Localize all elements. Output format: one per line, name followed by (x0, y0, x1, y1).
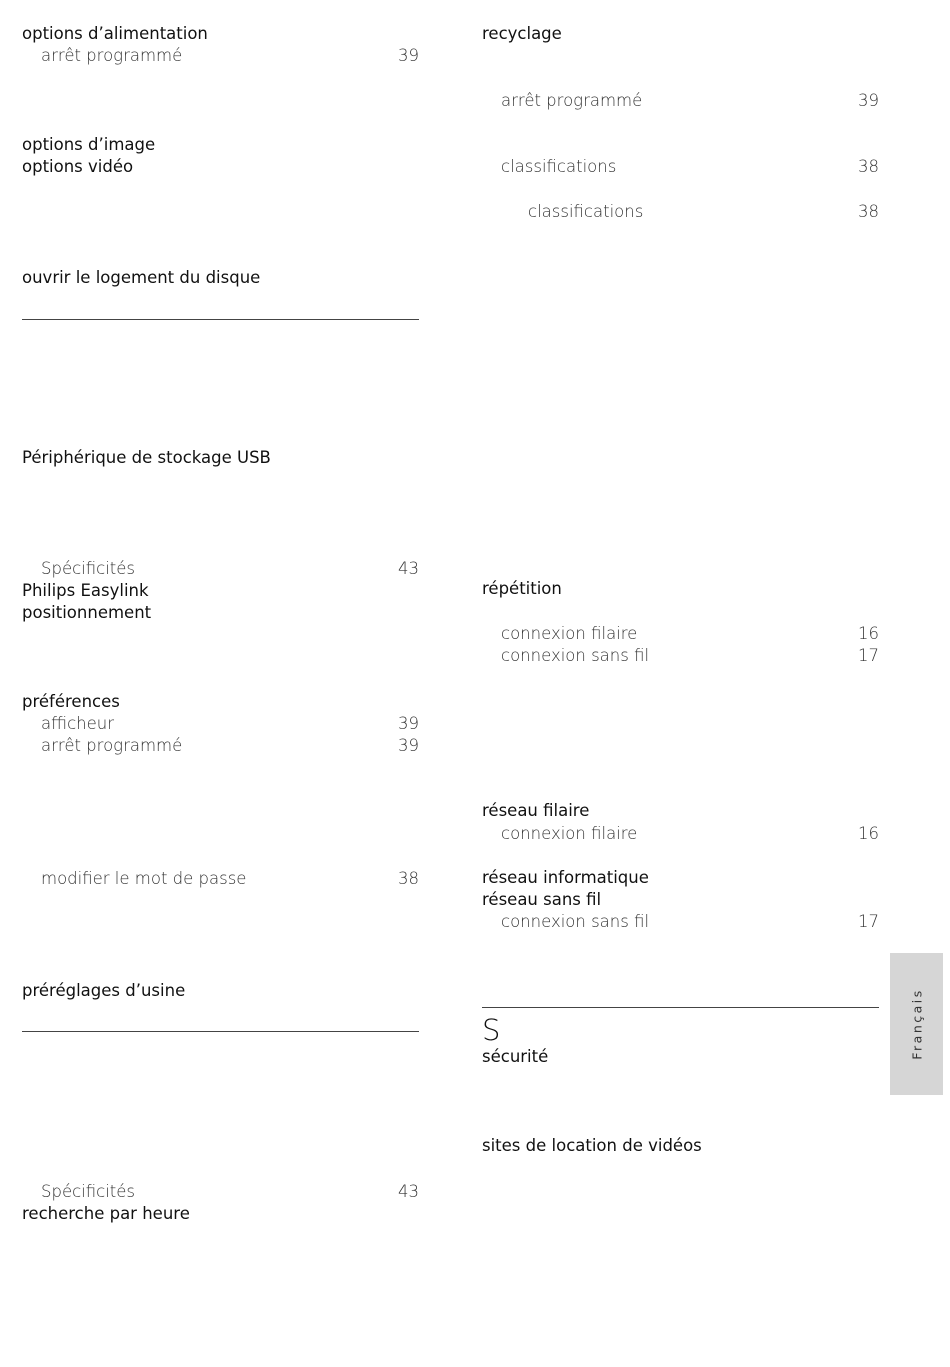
subentry-label: arrêt programmé (501, 91, 643, 110)
index-subentry (22, 45, 419, 67)
subentry-label: arrêt programmé (41, 736, 183, 755)
index-entry: répétition (482, 579, 562, 598)
subentry-label: connexion filaire (501, 624, 638, 643)
index-subentry (482, 156, 879, 178)
index-subentry (482, 823, 879, 845)
index-subentry (482, 645, 879, 667)
page-number: 39 (858, 91, 879, 110)
index-subentry (22, 868, 419, 890)
index-subentry (482, 90, 879, 112)
index-entry: réseau informatique (482, 868, 649, 887)
page-number: 17 (858, 912, 879, 931)
index-entry: réseau sans fil (482, 890, 602, 909)
section-divider (482, 1007, 879, 1008)
index-subentry (22, 558, 419, 580)
page-number: 43 (398, 559, 419, 578)
page-number: 16 (858, 824, 879, 843)
index-subentry (22, 1181, 419, 1203)
index-subentry (22, 735, 419, 757)
language-tab-label: Français (909, 988, 924, 1060)
index-entry: options d’alimentation (22, 24, 208, 43)
section-divider (22, 1031, 419, 1032)
page-number: 39 (398, 714, 419, 733)
page-number: 39 (398, 46, 419, 65)
index-entry: positionnement (22, 603, 152, 622)
index-entry: recyclage (482, 24, 562, 43)
page-number: 16 (858, 624, 879, 643)
index-entry: options d’image (22, 135, 156, 154)
page-number: 17 (858, 646, 879, 665)
index-entry: réseau filaire (482, 801, 590, 820)
section-letter: S (482, 1013, 501, 1047)
section-divider (22, 319, 419, 320)
subentry-label: Spécificités (41, 1182, 136, 1201)
index-entry: préférences (22, 692, 120, 711)
page-number: 43 (398, 1182, 419, 1201)
index-entry: ouvrir le logement du disque (22, 268, 261, 287)
page-number: 39 (398, 736, 419, 755)
subentry-label: classifications (501, 157, 617, 176)
index-entry: préréglages d’usine (22, 981, 186, 1000)
subentry-label: afficheur (41, 714, 114, 733)
subentry-label: connexion filaire (501, 824, 638, 843)
index-entry: sites de location de vidéos (482, 1136, 702, 1155)
index-entry: options vidéo (22, 157, 134, 176)
page-number: 38 (858, 157, 879, 176)
index-subentry (22, 713, 419, 735)
subentry-label: arrêt programmé (41, 46, 183, 65)
subentry-label: classifications (528, 202, 644, 221)
subentry-label: connexion sans fil (501, 646, 650, 665)
index-subentry (482, 911, 879, 933)
index-subsubentry (482, 201, 879, 223)
index-entry: recherche par heure (22, 1204, 190, 1223)
page-number: 38 (858, 202, 879, 221)
subentry-label: modifier le mot de passe (41, 869, 247, 888)
language-tab (890, 953, 943, 1095)
index-entry: sécurité (482, 1047, 549, 1066)
subentry-label: connexion sans fil (501, 912, 650, 931)
index-subentry (482, 623, 879, 645)
index-entry: Philips Easylink (22, 581, 149, 600)
page-number: 38 (398, 869, 419, 888)
subentry-label: Spécificités (41, 559, 136, 578)
index-entry: Périphérique de stockage USB (22, 448, 271, 467)
